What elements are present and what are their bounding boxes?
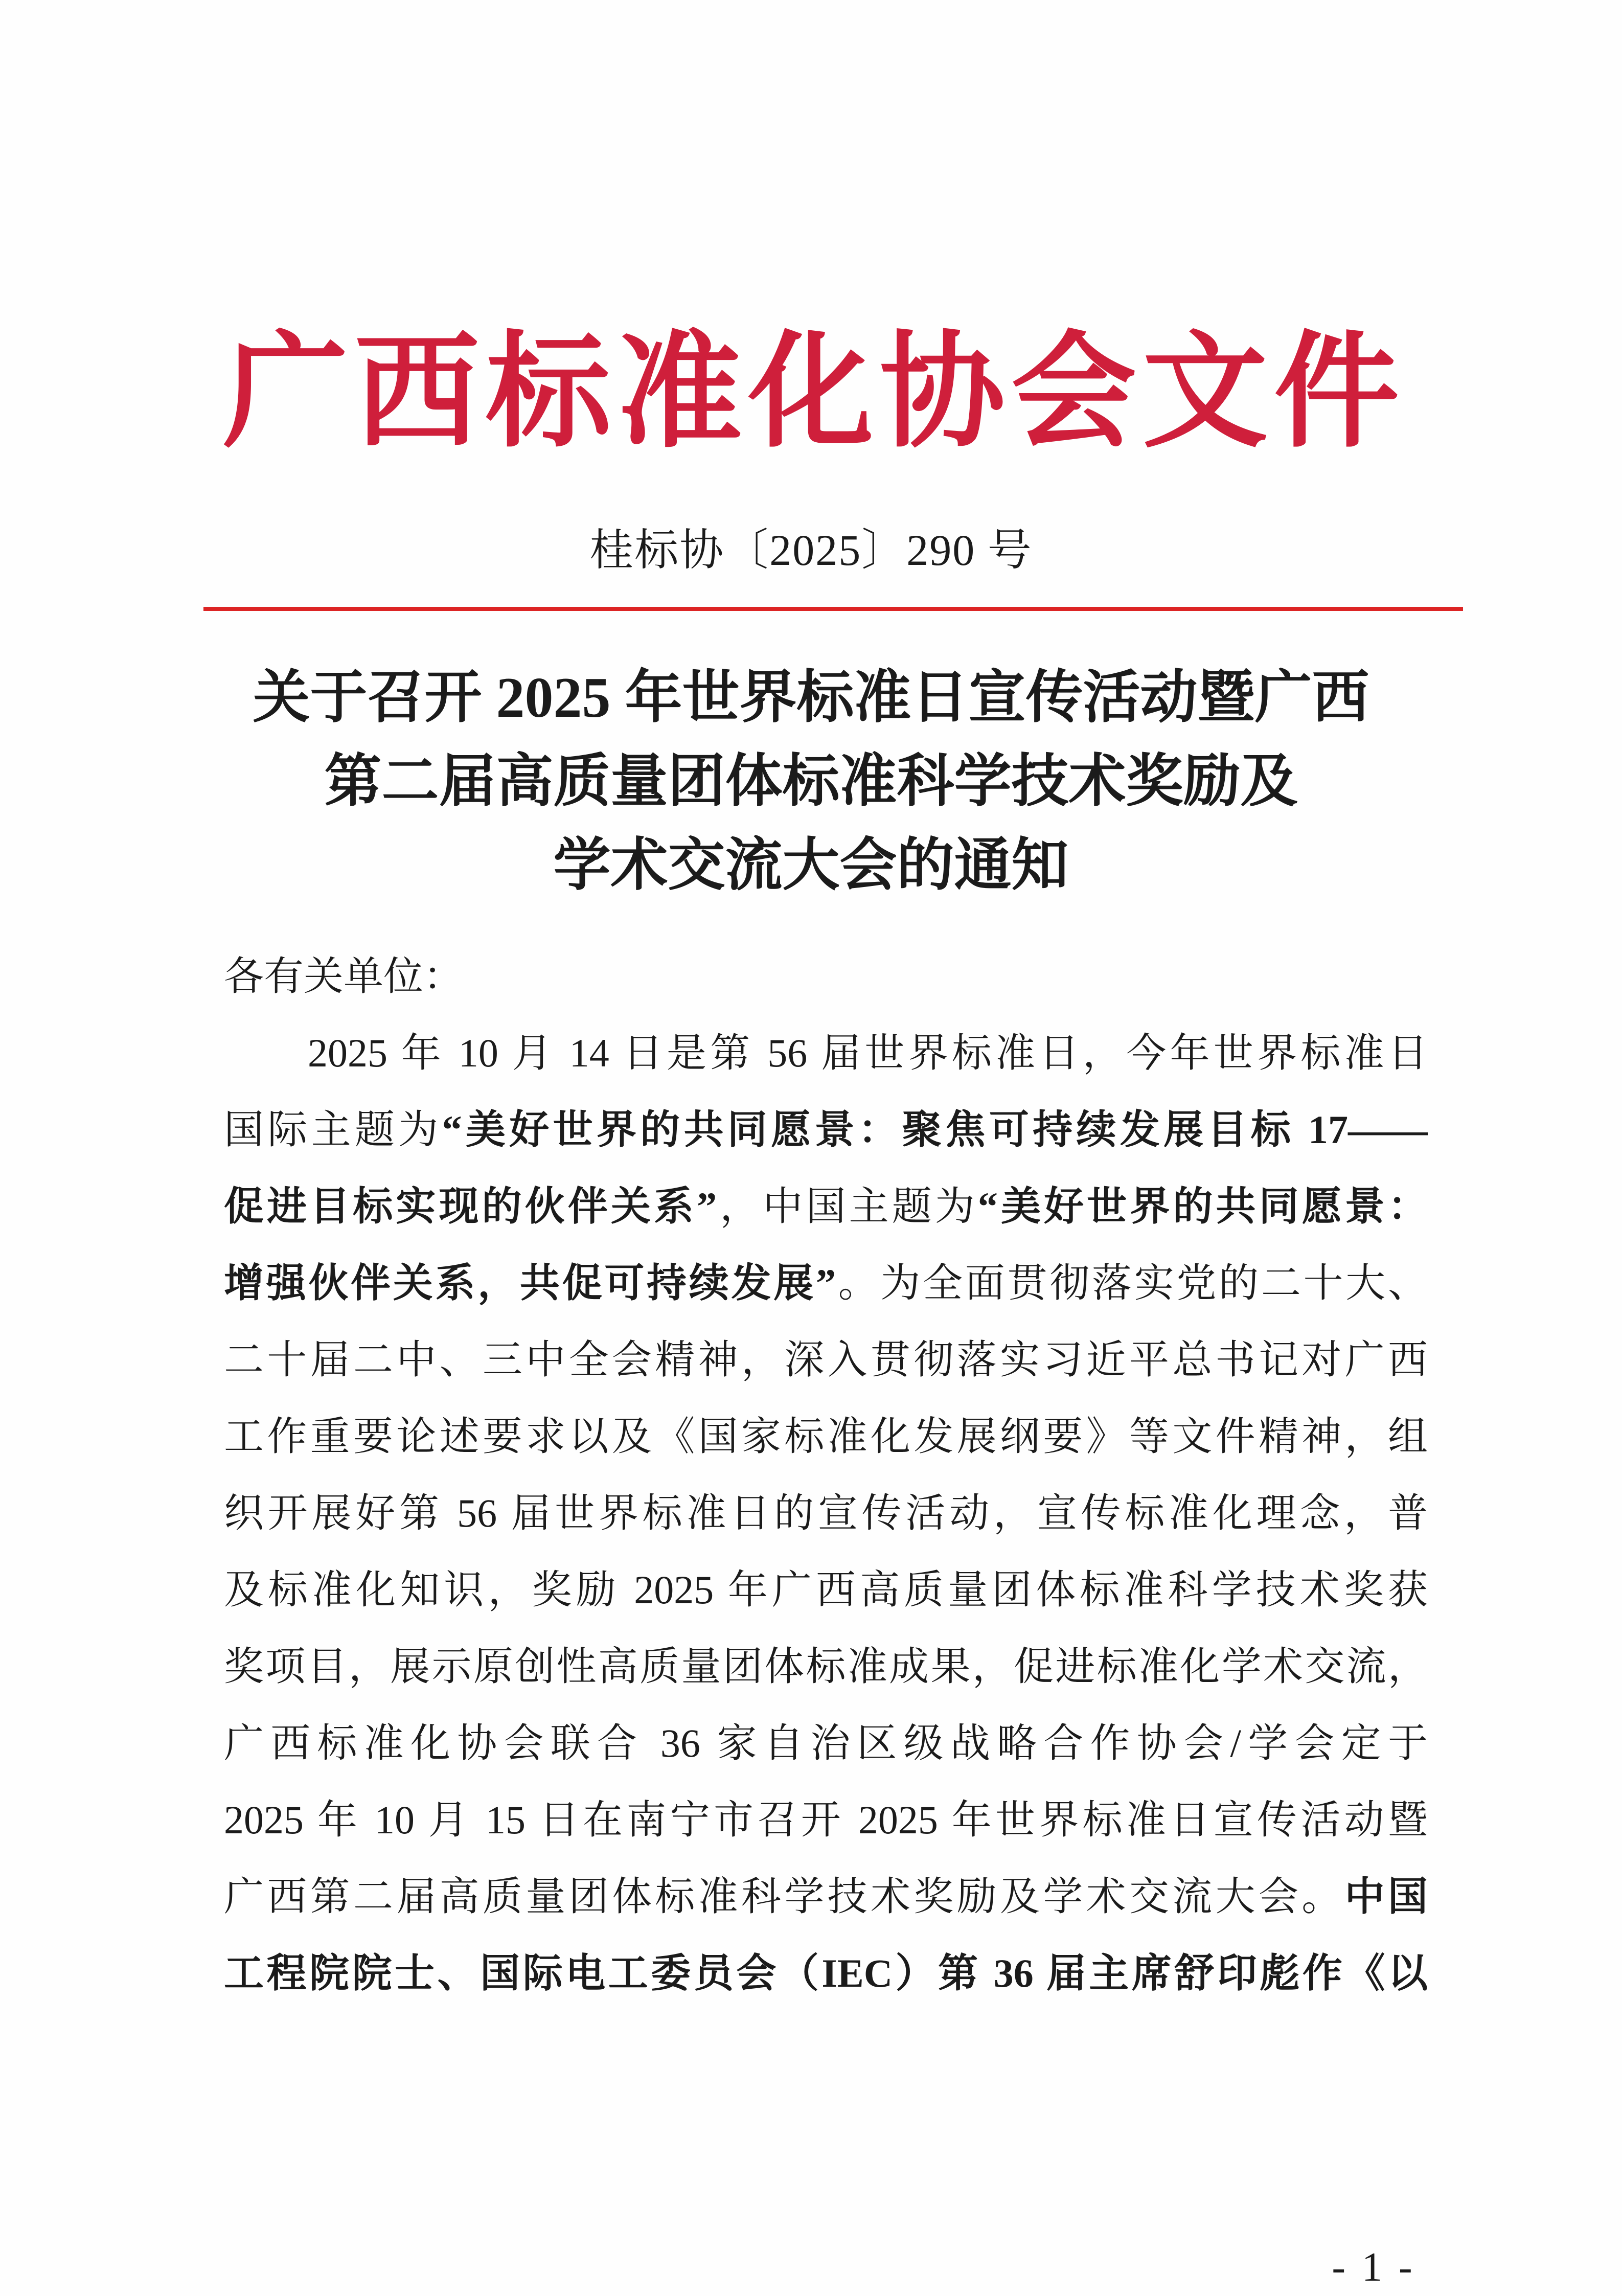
body-text-bold: 增强伙伴关系，共促可持续发展” [224,1261,836,1305]
body-line [224,1015,1428,1092]
body-text: 2025 年 10 月 15 日在南宁市召开 2025 年世界标准日宣传活动暨 [224,1798,1428,1842]
body-line [224,1168,1428,1245]
body-line [224,1552,1428,1628]
document-header-title: 广西标准化协会文件 [223,317,1405,465]
body-text: 。为全面贯彻落实党的二十大、 [836,1261,1428,1305]
body-text: 奖项目，展示原创性高质量团体标准成果，促进标准化学术交流， [224,1644,1428,1689]
body-text: ，中国主题为 [717,1184,978,1229]
red-divider-line [203,607,1463,611]
page-number: - 1 - [1332,2245,1415,2290]
notice-title-line: 学术交流大会的通知 [553,834,1069,897]
body-line [224,1245,1428,1322]
document-number: 桂标协〔2025〕290 号 [589,526,1033,575]
body-line [224,1475,1428,1552]
body-line [224,1398,1428,1475]
body-text-bold: 中国 [1344,1874,1428,1919]
notice-title-line: 第二届高质量团体标准科学技术奖励及 [324,750,1298,813]
body-line [224,1092,1428,1168]
body-text: 工作重要论述要求以及《国家标准化发展纲要》等文件精神，组 [224,1414,1428,1459]
body-text: 广西标准化协会联合 36 家自治区级战略合作协会/学会定于 [224,1721,1428,1765]
body-text-bold: “美好世界的共同愿景：聚焦可持续发展目标 17—— [442,1107,1428,1152]
body-text-bold: 工程院院士、国际电工委员会（IEC）第 36 届主席舒印彪作《以 [224,1951,1428,1995]
notice-title [0,656,1622,907]
body-line [224,1782,1428,1858]
body-text: 织开展好第 56 届世界标准日的宣传活动，宣传标准化理念，普 [224,1491,1428,1535]
body-line [224,1935,1428,2012]
body-text: 2025 年 10 月 14 日是第 56 届世界标准日，今年世界标准日 [308,1031,1428,1075]
body-line [224,1705,1428,1782]
body-text: 广西第二届高质量团体标准科学技术奖励及学术交流大会。 [224,1874,1345,1919]
body-line [224,1858,1428,1935]
body-line [224,1628,1428,1705]
notice-body [224,938,1428,2012]
notice-title-line: 关于召开 2025 年世界标准日宣传活动暨广西 [253,666,1369,730]
body-line [224,1322,1428,1398]
body-text: 及标准化知识，奖励 2025 年广西高质量团体标准科学技术奖获 [224,1567,1428,1612]
body-text: 国际主题为 [224,1107,442,1152]
body-text-bold: 促进目标实现的伙伴关系” [224,1184,717,1229]
body-text: 二十届二中、三中全会精神，深入贯彻落实习近平总书记对广西 [224,1337,1428,1382]
body-text-bold: “美好世界的共同愿景： [977,1184,1428,1229]
salutation: 各有关单位： [224,954,464,998]
